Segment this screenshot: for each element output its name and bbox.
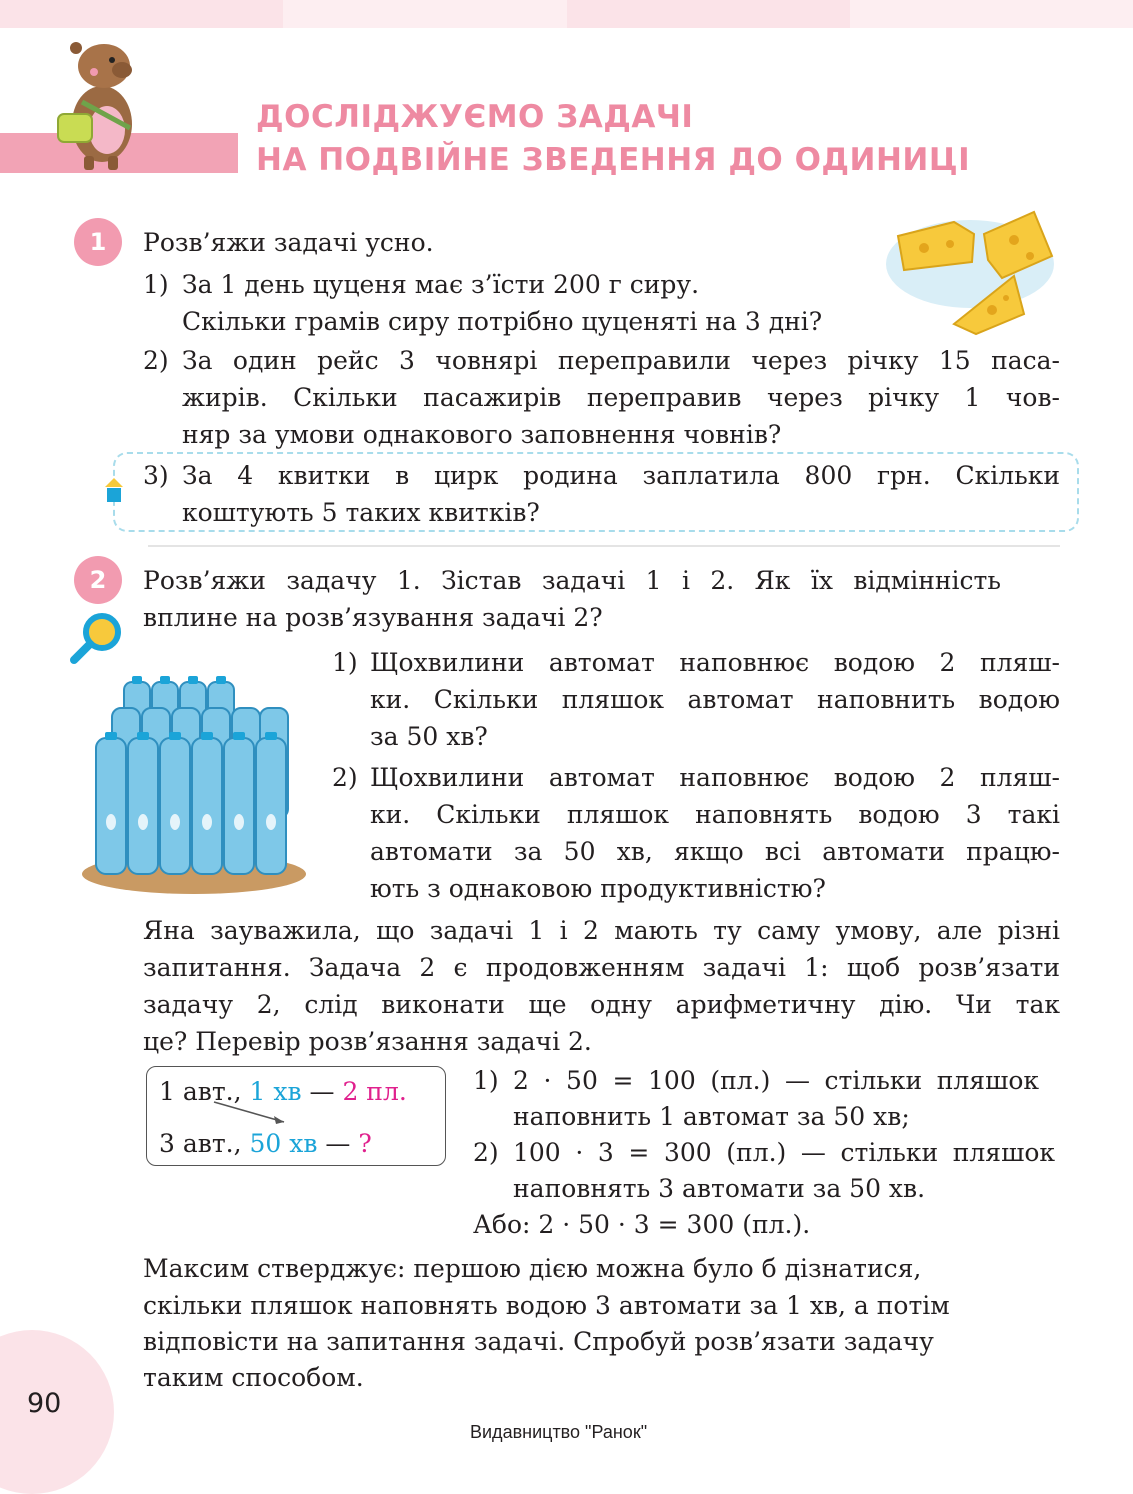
problem-text: Щохвилини автомат наповнює водою 2 пляш- [370, 648, 1060, 677]
solution-step-text: наповнять 3 автомати за 50 хв. [513, 1174, 926, 1203]
problem-text: ють з однаковою продуктивністю? [370, 874, 826, 903]
problem-text: за 50 хв? [370, 722, 488, 751]
short-record-time: 50 хв [249, 1129, 318, 1158]
problem-text: Скільки грамів сиру потрібно цуценяті на 3 дні? [182, 307, 823, 336]
paragraph-text: таким способом. [143, 1363, 364, 1392]
paragraph-text: запитання. Задача 2 є продовженням задачі 1: щоб розв’язати [143, 953, 1060, 982]
header-strip [567, 0, 850, 28]
page-title-line: НА ПОДВІЙНЕ ЗВЕДЕННЯ ДО ОДИНИЦІ [256, 142, 971, 178]
paragraph-text: задачу 2, слід виконати ще одну арифметичну дію. Чи так [143, 990, 1060, 1019]
short-record-time: 1 хв [249, 1077, 302, 1106]
task-number-badge: 2 [74, 556, 122, 604]
problem-text: ки. Скільки пляшок наповнять водою 3 такі [370, 800, 1060, 829]
problem-text: За 4 квитки в цирк родина заплатила 800 грн. Скільки [182, 461, 1060, 490]
short-record-dash: — [325, 1129, 351, 1158]
house-icon [104, 476, 124, 504]
problem-text: жирів. Скільки пасажирів переправив через річку 1 чов- [182, 383, 1060, 412]
short-record-value: ? [358, 1129, 372, 1158]
short-record-label: 1 авт., [159, 1077, 242, 1106]
short-record-dash: — [309, 1077, 335, 1106]
paragraph-text: скільки пляшок наповнять водою 3 автомати за 1 хв, а потім [143, 1291, 950, 1320]
problem-text: За один рейс 3 човнярі переправили через річку 15 паса- [182, 346, 1060, 375]
problem-text: коштують 5 таких квитків? [182, 498, 540, 527]
problem-text: няр за умови однакового заповнення човнів? [182, 420, 782, 449]
problem-number: 3) [143, 461, 169, 490]
task-instruction: Розв’яжи задачі усно. [143, 228, 434, 257]
task-instruction: Розв’яжи задачу 1. Зістав задачі 1 і 2. Як їх відмінність [143, 566, 1001, 595]
problem-number: 1) [143, 270, 169, 299]
problem-text: Щохвилини автомат наповнює водою 2 пляш- [370, 763, 1060, 792]
problem-number: 1) [332, 648, 358, 677]
problem-text: автомати за 50 хв, якщо всі автомати працю- [370, 837, 1060, 866]
header-strip [283, 0, 567, 28]
problem-number: 2) [332, 763, 358, 792]
paragraph-text: відповісти на запитання задачі. Спробуй розв’язати задачу [143, 1327, 934, 1356]
problem-text: ки. Скільки пляшок автомат наповнить водою [370, 685, 1060, 714]
page-title-line: ДОСЛІДЖУЄМО ЗАДАЧІ [256, 99, 694, 135]
solution-alternative: Або: 2 · 50 · 3 = 300 (пл.). [473, 1210, 811, 1239]
paragraph-text: це? Перевір розв’язання задачі 2. [143, 1027, 592, 1056]
water-bottles-icon [80, 668, 308, 896]
magnifier-icon [68, 610, 124, 666]
problem-number: 2) [143, 346, 169, 375]
short-record-row [159, 1125, 372, 1162]
solution-step-number: 1) [473, 1066, 499, 1095]
paragraph-text: Яна зауважила, що задачі 1 і 2 мають ту саму умову, але різні [143, 916, 1060, 945]
paragraph-text: Максим стверджує: першою дією можна було б дізнатися, [143, 1254, 922, 1283]
short-record-value: 2 пл. [342, 1077, 407, 1106]
solution-step-text: наповнить 1 автомат за 50 хв; [513, 1102, 910, 1131]
page-title [256, 96, 970, 182]
page-number: 90 [27, 1388, 62, 1419]
header-strip [850, 0, 1133, 28]
task-instruction: вплине на розв’язування задачі 2? [143, 603, 603, 632]
cheese-icon [884, 204, 1064, 340]
task-number-badge: 1 [74, 218, 122, 266]
header-strip [0, 0, 283, 28]
section-divider [148, 545, 1060, 547]
arrow-icon [212, 1098, 292, 1128]
capybara-mascot-icon [52, 32, 144, 172]
publisher-label: Видавництво "Ранок" [470, 1422, 648, 1442]
short-record-label: 3 авт., [159, 1129, 242, 1158]
solution-step-number: 2) [473, 1138, 499, 1167]
problem-text: За 1 день цуценя має з’їсти 200 г сиру. [182, 270, 700, 299]
solution-step-text: 2 · 50 = 100 (пл.) — стільки пляшок [513, 1066, 1039, 1095]
solution-step-text: 100 · 3 = 300 (пл.) — стільки пляшок [513, 1138, 1055, 1167]
